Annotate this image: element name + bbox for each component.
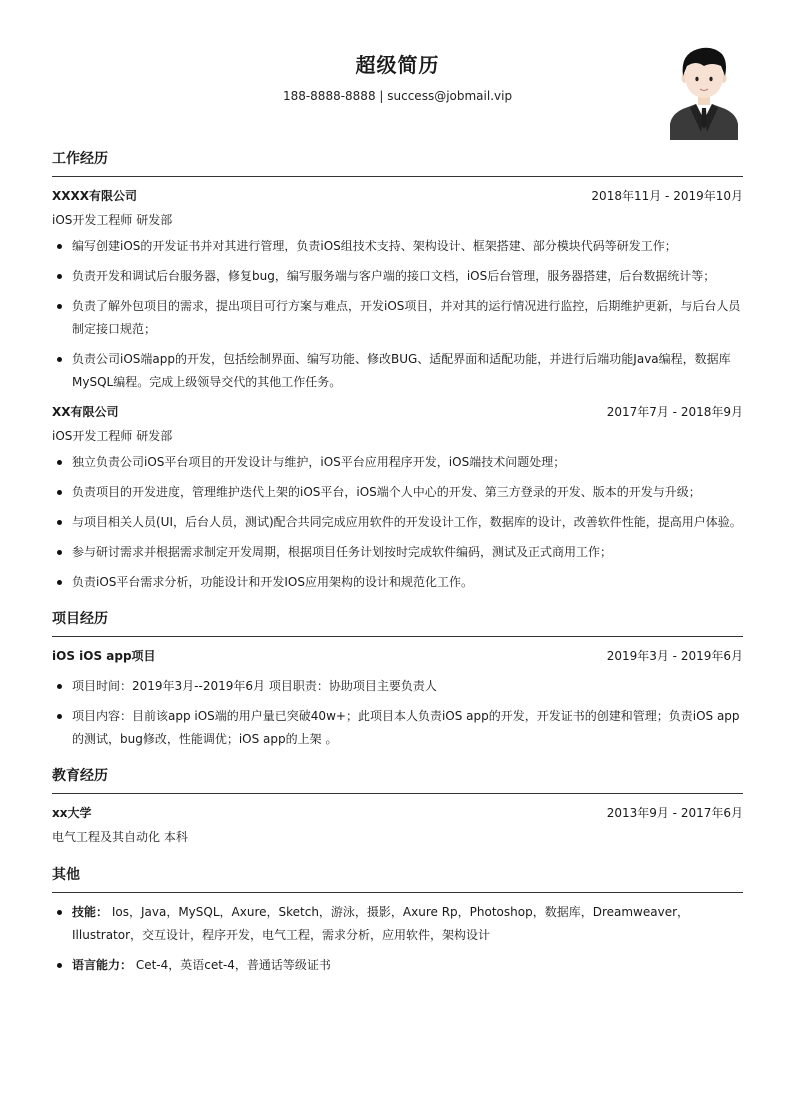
list-item: 独立负责公司iOS平台项目的开发设计与维护，iOS平台应用程序开发，iOS端技术问题处理； <box>52 451 743 474</box>
list-item: 与项目相关人员(UI，后台人员，测试)配合共同完成应用软件的开发设计工作，数据库的设计，改善软件性能，提高用户体验。 <box>52 511 743 534</box>
education-date: 2013年9月 - 2017年6月 <box>606 806 743 820</box>
job-role: iOS开发工程师 研发部 <box>52 429 173 443</box>
list-item: 负责开发和调试后台服务器，修复bug，编写服务端与客户端的接口文档，iOS后台管理，服务器搭建，后台数据统计等； <box>52 265 743 288</box>
job-entry <box>52 401 743 594</box>
candidate-name: 超级简历 <box>355 53 440 77</box>
projects-section-title: 项目经历 <box>52 608 743 637</box>
job-bullets <box>52 451 743 594</box>
list-item: 参与研讨需求并根据需求制定开发周期，根据项目任务计划按时完成软件编码，测试及正式商用工作； <box>52 541 743 564</box>
job-bullets <box>52 235 743 394</box>
resume-page <box>52 0 743 991</box>
list-item: 负责公司iOS端app的开发，包括绘制界面、编写功能、修改BUG、适配界面和适配功能，并进行后端功能Java编程，数据库MySQL编程。完成上级领导交代的其他工作任务。 <box>52 348 743 394</box>
other-section-title: 其他 <box>52 864 743 893</box>
language-value: Cet-4，英语cet-4，普通话等级证书 <box>135 958 331 972</box>
education-section <box>52 765 743 850</box>
education-section-title: 教育经历 <box>52 765 743 794</box>
list-item: 负责iOS平台需求分析，功能设计和开发IOS应用架构的设计和规范化工作。 <box>52 571 743 594</box>
list-item: 负责了解外包项目的需求，提出项目可行方案与难点，开发iOS项目，并对其的运行情况进行监控，后期维护更新，与后台人员制定接口规范； <box>52 295 743 341</box>
list-item: 项目时间：2019年3月--2019年6月 项目职责：协助项目主要负责人 <box>52 675 743 698</box>
work-section <box>52 148 743 594</box>
project-date: 2019年3月 - 2019年6月 <box>606 649 743 663</box>
other-section <box>52 864 743 977</box>
contact-info: 188-8888-8888 | success@jobmail.vip <box>282 89 513 103</box>
projects-section <box>52 608 743 751</box>
education-major: 电气工程及其自动化 本科 <box>52 830 188 844</box>
school-name: xx大学 <box>52 806 92 820</box>
avatar <box>668 44 740 140</box>
project-name: iOS iOS app项目 <box>52 649 156 663</box>
other-bullets <box>52 901 743 977</box>
job-role: iOS开发工程师 研发部 <box>52 213 173 227</box>
company-name: XX有限公司 <box>52 405 119 419</box>
list-item <box>52 901 743 947</box>
job-date: 2018年11月 - 2019年10月 <box>591 189 743 203</box>
company-name: XXXX有限公司 <box>52 189 138 203</box>
skills-label: 技能： <box>72 905 109 919</box>
list-item: 负责项目的开发进度，管理维护迭代上架的iOS平台，iOS端个人中心的开发、第三方登录的开发、版本的开发与升级； <box>52 481 743 504</box>
list-item: 项目内容：目前该app iOS端的用户量已突破40w+；此项目本人负责iOS app的开发，开发证书的创建和管理；负责iOS app的测试，bug修改，性能调优；iOS app的上架 。 <box>52 705 743 751</box>
list-item: 编写创建iOS的开发证书并对其进行管理，负责iOS组技术支持、架构设计、框架搭建、部分模块代码等研发工作； <box>52 235 743 258</box>
job-date: 2017年7月 - 2018年9月 <box>606 405 743 419</box>
list-item <box>52 954 743 977</box>
job-entry <box>52 185 743 394</box>
skills-value: Ios，Java，MySQL，Axure，Sketch，游泳，摄影，Axure Rp，Photoshop，数据库，Dreamweaver，Illustrator，交互设计，程序开发，电气工程，需求分析，应用软件，架构设计 <box>72 905 690 942</box>
work-section-title: 工作经历 <box>52 148 743 177</box>
project-bullets <box>52 675 743 751</box>
language-label: 语言能力： <box>72 958 133 972</box>
resume-header <box>52 0 743 148</box>
